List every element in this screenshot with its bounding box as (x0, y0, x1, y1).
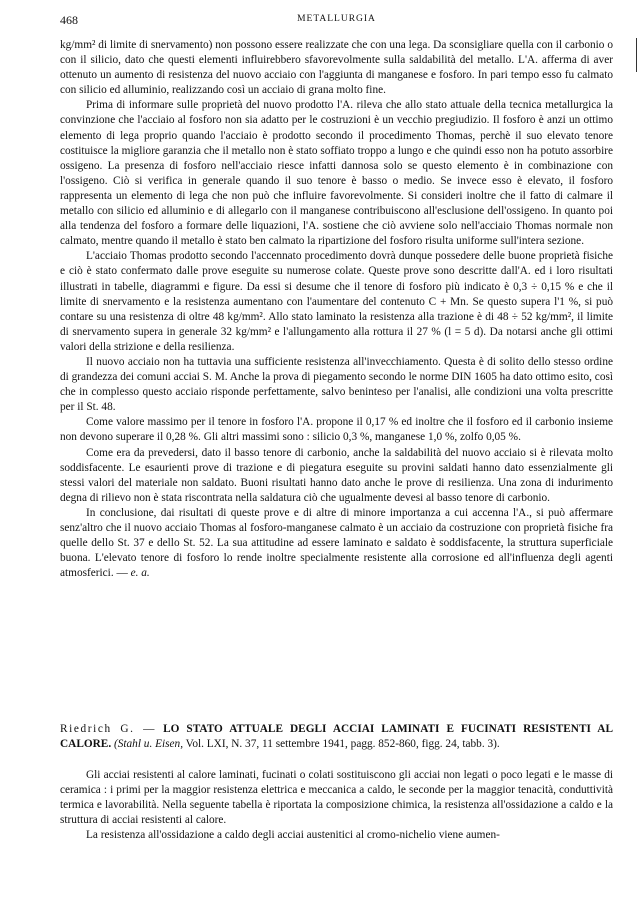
abstract-paragraph: La resistenza all'ossidazione a caldo degli acciai austenitici al cromo-nichelio viene aumen- (86, 829, 500, 842)
paragraph-continued: kg/mm² di limite di snervamento) non possono essere realizzate che con una lega. Da sconsigliare quella con il carbonio o con il silicio, dato che questi elementi influirebbero sfavorevolmente sulla saldabilità del metallo. L'A. afferma di aver ottenuto un aumento di resistenza del nuovo acciaio con l'aggiunta di manganese e fosforo. In pari tempo esso fu calmato con silicio ed alluminio, realizzando così un acciaio di grana molto fine. (60, 39, 613, 97)
paragraph: L'acciaio Thomas prodotto secondo l'accennato procedimento dovrà dunque possedere delle buone proprietà fisiche e ciò è stato confermato dalle prove eseguite su numerose colate. Queste prove sono descritte dall'A. ed i loro risultati illustrati in tabelle, diagrammi e figure. Da essi si desume che il tenore di fosforo più indicato è 0,3 ÷ 0,15 % e che il limite di snervamento e la resistenza aumentano con l'aumentare del contenuto C + Mn. Se questo supera l'1 %, si può contare su una resistenza di oltre 48 kg/mm². Allo stato laminato la resistenza alla trazione è di 48 ÷ 52 kg/mm², il limite di snervamento supera in generale 32 kg/mm² e l'allungamento alla rottura il 27 % (l = 5 d). Da notarsi anche gli ottimi valori della strizione e della resilienza. (60, 250, 613, 353)
bibliographic-entry (60, 722, 613, 752)
running-title: METALLURGIA (297, 14, 376, 24)
entry-author: Riedrich G. — (60, 723, 157, 735)
abstract-body (60, 768, 613, 843)
page-header (60, 13, 613, 29)
entry-journal: (Stahl u. Eisen, (113, 738, 184, 751)
entry-details: Vol. LXI, N. 37, 11 settembre 1941, pagg. 852-860, figg. 24, tabb. 3). (185, 738, 500, 751)
paragraph-conclusion-text: In conclusione, dai risultati di queste prove e di altre di minore importanza a cui accenna l'A., si può affermare senz'altro che il nuovo acciaio Thomas al fosforo-manganese calmato è un acciaio da costruzione con proprietà fisiche fra quelle dello St. 37 e dello St. 52. La sua attitudine ad essere laminato e saldato è soddisfacente, la struttura superficiale buona. L'elevato tenore di fosforo lo rende inoltre specialmente resistente alla corrosione ed all'influenza degli agenti atmosferici. — (60, 506, 613, 580)
paragraph: Come era da prevedersi, dato il basso tenore di carbonio, anche la saldabilità del nuovo acciaio si è rilevata molto soddisfacente. Le esaurienti prove di trazione e di piegatura eseguite su provini saldati hanno dato essenzialmente gli stessi valori del materiale non saldato. Buoni risultati hanno dato anche le prove di resilienza. Una zona di indurimento degna di rilievo non è stata riscontrata nella saldatura ciò che ugualmente devesi al basso tenore di carbonio. (60, 446, 613, 504)
margin-mark (636, 38, 637, 72)
entry-title: LO STATO ATTUALE DEGLI ACCIAI LAMINATI E FUCINATI RESISTENTI AL CALORE. (60, 723, 613, 751)
abstract-paragraph: Gli acciai resistenti al calore laminati, fucinati o colati sostituiscono gli acciai non legati o poco legati e le masse di ceramica : i primi per la maggior resistenza elettrica e meccanica a caldo, le seconde per la maggior tenacità, conduttività termica e lavorabilità. Nella seguente tabella è riportata la composizione chimica, la resistenza all'ossidazione a caldo e la struttura di acciai resistenti al calore. (60, 769, 613, 827)
paragraph: Il nuovo acciaio non ha tuttavia una sufficiente resistenza all'invecchiamento. Questa è di solito dello stesso ordine di grandezza dei comuni acciai S. M. Anche la prova di piegamento secondo le norme DIN 1605 ha dato ottimo esito, così che in complesso questo acciaio risponde perfettamente, salvo beninteso per l'analisi, alle condizioni una volta prescritte per il St. 48. (60, 355, 613, 414)
author-signature: e. a. (130, 567, 150, 580)
article-body (60, 38, 613, 581)
paragraph-conclusion (60, 506, 613, 581)
paragraph: Come valore massimo per il tenore in fosforo l'A. propone il 0,17 % ed inoltre che il fosforo ed il carbonio insieme non devono superare il 0,28 %. Gli altri massimi sono : silicio 0,3 %, manganese 1,0 %, zolfo 0,05 %. (60, 416, 613, 444)
paragraph: Prima di informare sulle proprietà del nuovo prodotto l'A. rileva che allo stato attuale della tecnica metallurgica la convinzione che l'acciaio al fosforo non sia adatto per le costruzioni è un vecchio pregiudizio. Il fosforo è anzi un ottimo elemento di lega proprio quando l'acciaio è prodotto secondo il procedimento Thomas, perchè il suo elevato tenore costituisce la migliore garanzia che il metallo non è stato soffiato troppo a lungo e che quindi esso non ha potuto assorbire ossigeno. La presenza di fosforo nell'acciaio riesce infatti dannosa solo se questo elemento è in combinazione con l'ossigeno. Ciò si verifica in generale quando il suo tenore è basso o medio. Se invece esso è elevato, il fosforo rappresenta un elemento di lega che non può che influire favorevolmente. Si consideri inoltre che il fatto di calmare il metallo con silicio ed alluminio e di allegarlo con il manganese contribuiscono all'esclusione dell'ossigeno. In quanto poi alla tendenza del fosforo a formare delle liquazioni, l'A. sostiene che ciò avviene solo nell'acciaio Thomas normale non calmato, mentre quando il metallo è stato ben calmato la ripartizione del fosforo risulta uniforme sull'intera sezione. (60, 99, 613, 248)
page-number: 468 (60, 13, 78, 27)
